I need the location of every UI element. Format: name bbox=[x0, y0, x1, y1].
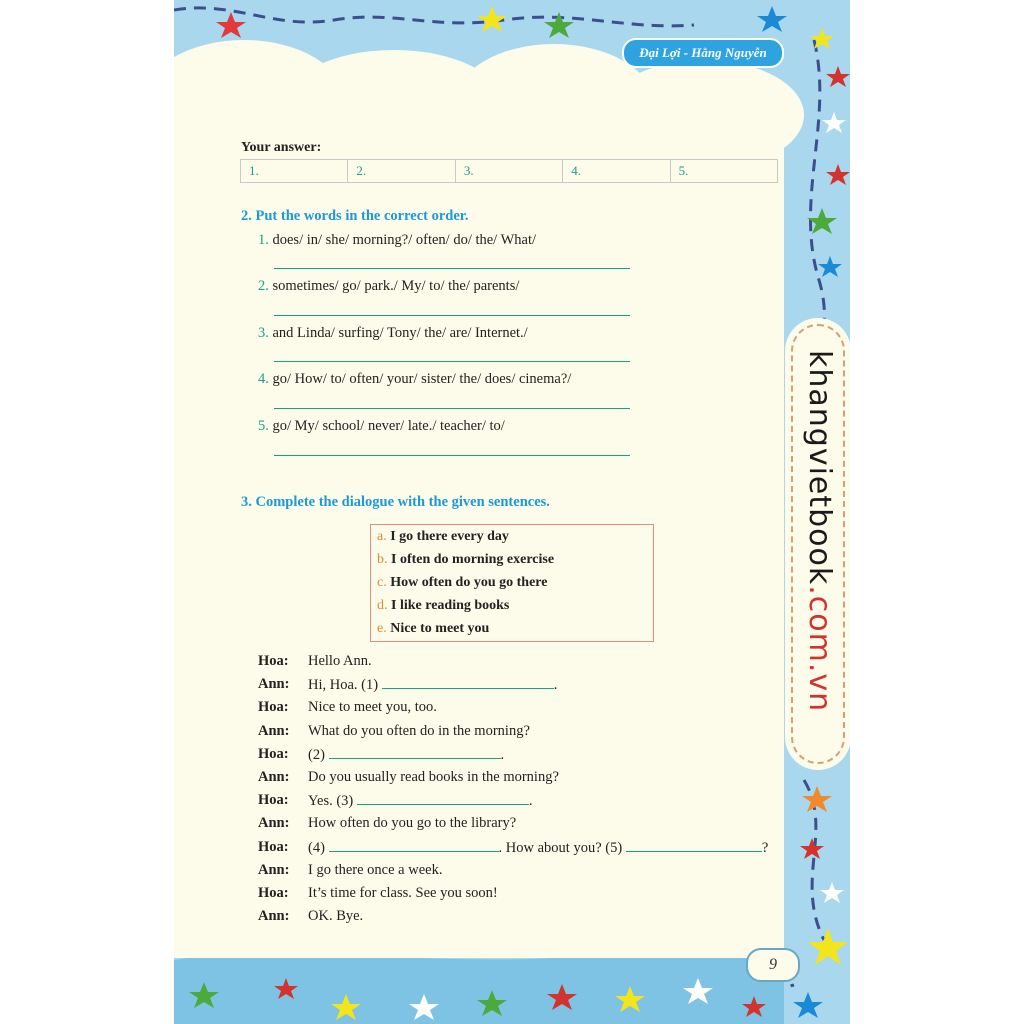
dialogue-text: How often do you go to the library? bbox=[308, 815, 517, 831]
star-icon bbox=[793, 992, 823, 1018]
star-icon bbox=[820, 882, 844, 903]
dialogue-text: (4) . How about you? (5) ? bbox=[308, 840, 769, 856]
star-icon bbox=[818, 256, 842, 277]
star-icon bbox=[800, 838, 824, 859]
answer-line[interactable] bbox=[274, 455, 630, 457]
answer-line[interactable] bbox=[274, 361, 630, 363]
dialogue-text: Do you usually read books in the morning? bbox=[308, 769, 559, 785]
dialogue-text: Hi, Hoa. (1) . bbox=[308, 677, 558, 693]
blank-4[interactable] bbox=[329, 839, 499, 852]
options-box bbox=[370, 524, 654, 642]
star-icon bbox=[810, 28, 834, 49]
star-icon bbox=[822, 112, 846, 133]
dialogue-text: Yes. (3) . bbox=[308, 793, 533, 809]
speaker-label: Ann: bbox=[258, 723, 290, 739]
speaker-label: Hoa: bbox=[258, 792, 289, 808]
section-3-heading: 3. Complete the dialogue with the given sentences. bbox=[241, 494, 550, 510]
star-icon bbox=[477, 6, 507, 32]
speaker-label: Hoa: bbox=[258, 699, 289, 715]
answer-cell[interactable]: 3. bbox=[456, 160, 563, 182]
blank-2[interactable] bbox=[329, 746, 501, 759]
speaker-label: Hoa: bbox=[258, 885, 289, 901]
order-item: 3. and Linda/ surfing/ Tony/ the/ are/ Internet./ bbox=[258, 325, 528, 341]
order-item: 1. does/ in/ she/ morning?/ often/ do/ the/ What/ bbox=[258, 232, 537, 248]
answer-table bbox=[240, 159, 778, 183]
your-answer-label: Your answer: bbox=[241, 140, 322, 155]
answer-cell[interactable]: 4. bbox=[563, 160, 670, 182]
speaker-label: Ann: bbox=[258, 815, 290, 831]
star-icon bbox=[544, 12, 574, 38]
speaker-label: Ann: bbox=[258, 862, 290, 878]
section-2-heading: 2. Put the words in the correct order. bbox=[241, 208, 469, 224]
dialogue-text: (2) . bbox=[308, 747, 505, 763]
dialogue-text: OK. Bye. bbox=[308, 908, 364, 924]
speaker-label: Hoa: bbox=[258, 746, 289, 762]
star-icon bbox=[216, 12, 246, 38]
star-icon bbox=[808, 928, 848, 965]
blank-5[interactable] bbox=[626, 839, 762, 852]
star-icon bbox=[802, 786, 832, 812]
star-icon bbox=[826, 66, 850, 87]
answer-cell[interactable]: 1. bbox=[241, 160, 348, 182]
author-badge: Đại Lợi - Hằng Nguyễn bbox=[622, 38, 784, 68]
order-item: 2. sometimes/ go/ park./ My/ to/ the/ parents/ bbox=[258, 278, 520, 294]
option-item: e. Nice to meet you bbox=[377, 621, 490, 636]
dialogue-text: Nice to meet you, too. bbox=[308, 699, 437, 715]
star-icon bbox=[826, 164, 850, 185]
answer-line[interactable] bbox=[274, 315, 630, 317]
order-item: 4. go/ How/ to/ often/ your/ sister/ the/ does/ cinema?/ bbox=[258, 371, 572, 387]
blank-1[interactable] bbox=[382, 676, 554, 689]
speaker-label: Ann: bbox=[258, 769, 290, 785]
site-watermark: khangvietbook.com.vn bbox=[802, 350, 837, 713]
speaker-label: Ann: bbox=[258, 908, 290, 924]
option-item: b. I often do morning exercise bbox=[377, 552, 555, 567]
answer-cell[interactable]: 5. bbox=[678, 163, 689, 178]
speaker-label: Hoa: bbox=[258, 653, 289, 669]
order-item: 5. go/ My/ school/ never/ late./ teacher/ to/ bbox=[258, 418, 505, 434]
speaker-label: Hoa: bbox=[258, 839, 289, 855]
option-item: d. I like reading books bbox=[377, 598, 510, 613]
speaker-label: Ann: bbox=[258, 676, 290, 692]
answer-line[interactable] bbox=[274, 268, 630, 270]
option-item: a. I go there every day bbox=[377, 529, 509, 544]
dialogue-text: It’s time for class. See you soon! bbox=[308, 885, 498, 901]
answer-cell[interactable]: 2. bbox=[348, 160, 455, 182]
answer-line[interactable] bbox=[274, 408, 630, 410]
option-item: c. How often do you go there bbox=[377, 575, 548, 590]
dialogue-text: What do you often do in the morning? bbox=[308, 723, 530, 739]
blank-3[interactable] bbox=[357, 792, 529, 805]
star-icon bbox=[757, 6, 787, 32]
dialogue-text: I go there once a week. bbox=[308, 862, 443, 878]
page-number: 9 bbox=[746, 948, 800, 982]
dialogue-text: Hello Ann. bbox=[308, 653, 372, 669]
